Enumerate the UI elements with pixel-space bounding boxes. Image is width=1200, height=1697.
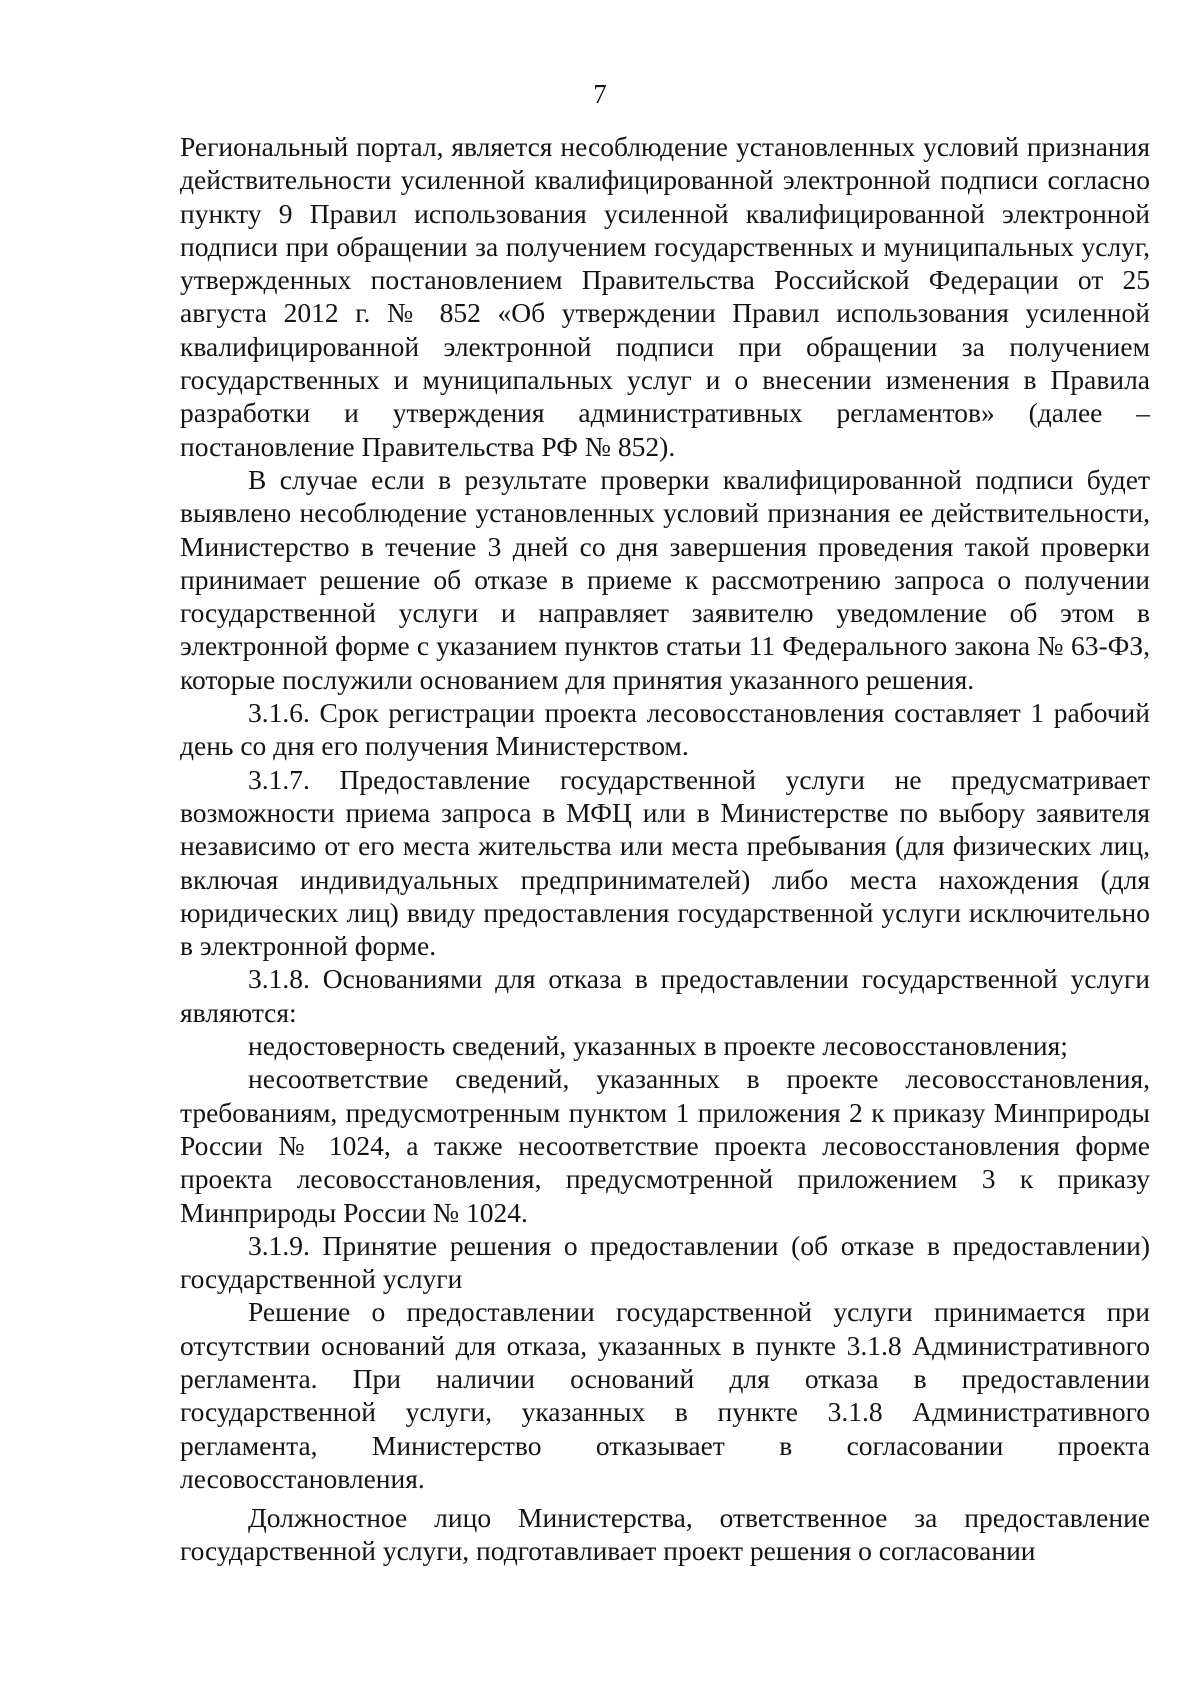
paragraph-decision: Решение о предоставлении государственной услуги принимается при отсутствии оснований для отказа, указанных в пункте 3.1.8 Административного регламента. При наличии оснований для отказа в предоставлении государственной услуги, указанных в пункте 3.1.8 Административного регламента, Министерство отказывает в согласовании проекта лесовосстановления. [180, 1296, 1150, 1494]
list-item-nonconformity: несоответствие сведений, указанных в проекте лесовосстановления, требованиям, предусмотренным пунктом 1 приложения 2 к приказу Минприроды России № 1024, а также несоответствие проекта лесовосстановления форме проекта лесовосстановления, предусмотренной приложением 3 к приказу Минприроды России № 1024. [180, 1063, 1150, 1228]
paragraph-3-1-7: 3.1.7. Предоставление государственной услуги не предусматривает возможности приема запроса в МФЦ или в Министерстве по выбору заявителя независимо от его места жительства или места пребывания (для физических лиц, включая индивидуальных предпринимателей) либо места нахождения (для юридических лиц) ввиду предоставления государственной услуги исключительно в электронной форме. [180, 763, 1150, 962]
list-item-unreliable-info: недостоверность сведений, указанных в проекте лесовосстановления; [248, 1030, 1068, 1062]
paragraph-portal-signature: Региональный портал, является несоблюдение установленных условий признания действительности усиленной квалифицированной электронной подписи согласно пункту 9 Правил использования усиленной квалифицированной электронной подписи при обращении за получением государственных и муниципальных услуг, утвержденных постановлением Правительства Российской Федерации от 25 августа 2012 г. № 852 «Об утверждении Правил использования усиленной квалифицированной электронной подписи при обращении за получением государственных и муниципальных услуг и о внесении изменения в Правила разработки и утверждения административных регламентов» (далее – постановление Правительства РФ № 852). [180, 131, 1150, 462]
paragraph-signature-check: В случае если в результате проверки квалифицированной подписи будет выявлено несоблюдение установленных условий признания ее действительности, Министерство в течение 3 дней со дня завершения проведения такой проверки принимает решение об отказе в приеме к рассмотрению запроса о получении государственной услуги и направляет заявителю уведомление об этом в электронной форме с указанием пунктов статьи 11 Федерального закона № 63-ФЗ, которые послужили основанием для принятия указанного решения. [180, 463, 1150, 695]
page-number: 7 [593, 79, 607, 109]
paragraph-official: Должностное лицо Министерства, ответственное за предоставление государственной услуги, подготавливает проект решения о согласовании [180, 1502, 1150, 1567]
paragraph-3-1-6: 3.1.6. Срок регистрации проекта лесовосстановления составляет 1 рабочий день со дня его получения Министерством. [180, 697, 1150, 762]
paragraph-3-1-9: 3.1.9. Принятие решения о предоставлении (об отказе в предоставлении) государственной услуги [180, 1229, 1150, 1295]
document-body [180, 130, 1150, 1568]
paragraph-3-1-8: 3.1.8. Основаниями для отказа в предоставлении государственной услуги являются: [180, 963, 1150, 1028]
